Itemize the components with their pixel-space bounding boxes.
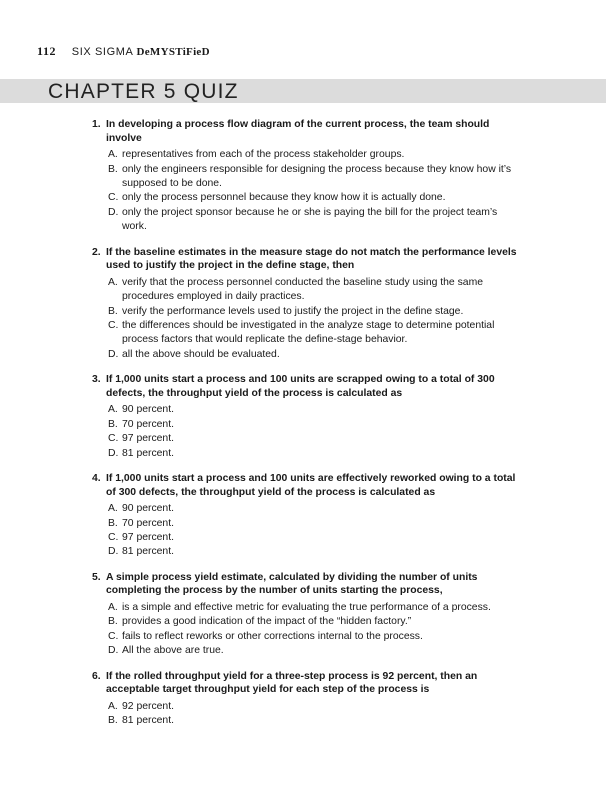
question-stem: [92, 373, 522, 400]
question-text: A simple process yield estimate, calculated by dividing the number of units completing the process by the number of units starting the process,: [106, 571, 478, 597]
answer-option: [108, 502, 522, 516]
option-letter: B.: [108, 305, 118, 317]
quiz-question: [92, 571, 522, 659]
answer-option: [108, 517, 522, 531]
chapter-title-band: [0, 79, 606, 103]
answer-option: [108, 601, 522, 615]
question-text: If the rolled throughput yield for a three-step process is 92 percent, then an acceptable target throughput yield for each step of the process is: [106, 670, 478, 696]
option-letter: D.: [108, 206, 119, 218]
option-text: 92 percent.: [122, 700, 174, 712]
answer-option: [108, 531, 522, 545]
running-header: [37, 44, 210, 59]
page-number: 112: [37, 44, 57, 58]
answer-options: [108, 148, 522, 234]
answer-option: [108, 148, 522, 162]
quiz-question: [92, 670, 522, 729]
question-number: 5.: [92, 571, 101, 583]
answer-option: [108, 700, 522, 714]
option-text: is a simple and effective metric for evaluating the true performance of a process.: [122, 602, 491, 614]
option-text: 90 percent.: [122, 503, 174, 515]
quiz-question: [92, 118, 522, 235]
option-letter: A.: [108, 700, 118, 712]
answer-option: [108, 714, 522, 728]
question-text: If 1,000 units start a process and 100 units are effectively reworked owing to a total of 300 defects, the throughput yield of the process is calculated as: [106, 473, 516, 498]
option-text: 70 percent.: [122, 418, 174, 430]
answer-option: [108, 206, 522, 235]
option-letter: B.: [108, 163, 118, 175]
option-letter: C.: [108, 433, 119, 445]
question-stem: [92, 472, 522, 499]
option-letter: D.: [108, 447, 119, 459]
option-text: only the process personnel because they know how it is actually done.: [122, 192, 446, 204]
option-text: All the above are true.: [122, 645, 224, 657]
quiz-question: [92, 373, 522, 461]
answer-options: [108, 502, 522, 560]
question-text: In developing a process flow diagram of the current process, the team should involve: [106, 119, 490, 144]
option-text: verify that the process personnel conducted the baseline study using the same procedures employed in daily practices.: [122, 276, 484, 303]
question-text: If the baseline estimates in the measure stage do not match the performance levels used to justify the project in the define stage, then: [106, 246, 517, 272]
answer-option: [108, 276, 522, 305]
quiz-question: [92, 246, 522, 363]
answer-option: [108, 348, 522, 362]
book-title: DeMYSTiFieD: [136, 46, 210, 58]
answer-option: [108, 630, 522, 644]
answer-option: [108, 191, 522, 205]
answer-option: [108, 432, 522, 446]
option-text: all the above should be evaluated.: [122, 348, 280, 360]
option-text: fails to reflect reworks or other corrections internal to the process.: [122, 630, 423, 642]
option-letter: B.: [108, 418, 118, 430]
option-text: 90 percent.: [122, 404, 174, 416]
answer-option: [108, 163, 522, 192]
option-letter: A.: [108, 503, 118, 515]
option-letter: B.: [108, 715, 118, 727]
option-letter: B.: [108, 517, 118, 529]
question-stem: [92, 246, 522, 273]
option-text: 81 percent.: [122, 546, 174, 558]
answer-options: [108, 601, 522, 659]
option-letter: A.: [108, 149, 118, 161]
option-text: 97 percent.: [122, 532, 174, 544]
quiz-question: [92, 472, 522, 560]
question-stem: [92, 571, 522, 598]
question-number: 2.: [92, 246, 101, 258]
option-letter: D.: [108, 645, 119, 657]
answer-options: [108, 276, 522, 362]
quiz-list: [92, 118, 522, 740]
series-title: SIX SIGMA: [71, 46, 133, 58]
question-stem: [92, 118, 522, 145]
option-text: provides a good indication of the impact of the “hidden factory.”: [122, 616, 412, 628]
option-text: 81 percent.: [122, 715, 174, 727]
option-text: only the engineers responsible for designing the process because they know how it’s supposed to be done.: [122, 163, 512, 189]
option-letter: A.: [108, 276, 118, 288]
question-number: 1.: [92, 119, 101, 130]
answer-option: [108, 447, 522, 461]
option-letter: C.: [108, 320, 119, 332]
answer-option: [108, 545, 522, 559]
question-number: 6.: [92, 670, 101, 682]
option-letter: A.: [108, 404, 118, 416]
option-letter: D.: [108, 546, 119, 558]
answer-option: [108, 305, 522, 319]
option-text: representatives from each of the process stakeholder groups.: [122, 149, 405, 161]
option-letter: C.: [108, 192, 119, 204]
option-text: verify the performance levels used to justify the project in the define stage.: [122, 305, 464, 317]
answer-options: [108, 700, 522, 729]
answer-options: [108, 403, 522, 461]
question-stem: [92, 670, 522, 697]
question-number: 4.: [92, 473, 101, 485]
answer-option: [108, 644, 522, 658]
option-letter: C.: [108, 630, 119, 642]
option-letter: B.: [108, 616, 118, 628]
answer-option: [108, 615, 522, 629]
answer-option: [108, 418, 522, 432]
answer-option: [108, 403, 522, 417]
question-number: 3.: [92, 374, 101, 386]
option-text: 81 percent.: [122, 447, 174, 459]
option-text: the differences should be investigated in the analyze stage to determine potential process factors that would replicate the define-stage behavior.: [122, 320, 495, 346]
question-text: If 1,000 units start a process and 100 units are scrapped owing to a total of 300 defects, the throughput yield of the process is calculated as: [106, 374, 495, 399]
option-text: 97 percent.: [122, 433, 174, 445]
option-text: only the project sponsor because he or she is paying the bill for the project team’s work.: [122, 206, 498, 233]
chapter-title: CHAPTER 5 QUIZ: [48, 80, 239, 103]
option-letter: D.: [108, 348, 119, 360]
answer-option: [108, 319, 522, 348]
option-letter: A.: [108, 602, 118, 614]
option-text: 70 percent.: [122, 517, 174, 529]
option-letter: C.: [108, 532, 119, 544]
